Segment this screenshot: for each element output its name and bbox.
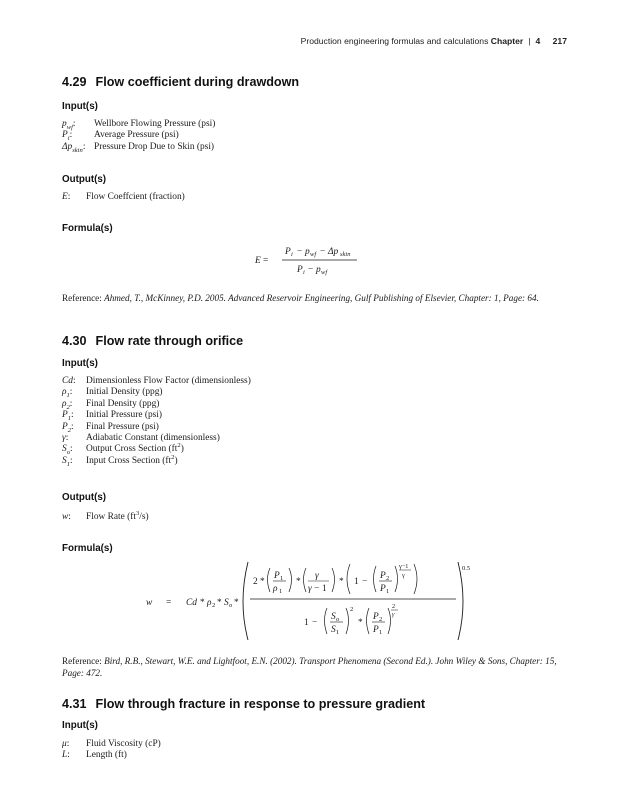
svg-text:skin: skin bbox=[340, 251, 351, 258]
inputs-heading: Input(s) bbox=[62, 720, 98, 731]
svg-text:P: P bbox=[373, 625, 379, 635]
svg-text:1: 1 bbox=[386, 588, 390, 595]
formula-flow-coefficient bbox=[252, 240, 372, 280]
svg-text:S: S bbox=[224, 598, 229, 608]
variable-row bbox=[62, 433, 251, 444]
inputs-heading: Input(s) bbox=[62, 358, 98, 369]
svg-text:ρ: ρ bbox=[207, 598, 212, 608]
variable-row bbox=[62, 376, 251, 387]
svg-text:o: o bbox=[229, 602, 233, 609]
variable-symbol: γ: bbox=[62, 433, 69, 444]
svg-text:P: P bbox=[380, 571, 386, 581]
svg-text:*: * bbox=[217, 598, 222, 608]
formula-heading: Formula(s) bbox=[62, 543, 113, 554]
variable-symbol: $P_i$: bbox=[62, 130, 73, 143]
variable-symbol: E: bbox=[62, 192, 71, 202]
variable-description: Adiabatic Constant (dimensionless) bbox=[86, 433, 220, 444]
variable-row bbox=[62, 142, 215, 153]
variable-description: Dimensionless Flow Factor (dimensionless) bbox=[86, 376, 251, 386]
svg-text:−: − bbox=[314, 584, 320, 594]
svg-text:1: 1 bbox=[304, 618, 309, 628]
variable-row bbox=[62, 422, 251, 433]
variable-symbol: μ: bbox=[62, 739, 70, 749]
svg-text:γ: γ bbox=[315, 571, 319, 581]
inputs-list bbox=[62, 376, 251, 467]
svg-text:i: i bbox=[291, 251, 293, 258]
variable-symbol: $\rho_2$: bbox=[62, 398, 73, 411]
svg-text:wf: wf bbox=[321, 269, 328, 276]
outputs-heading: Output(s) bbox=[62, 174, 107, 185]
formula-heading: Formula(s) bbox=[62, 223, 113, 234]
formula-eq: = bbox=[263, 256, 269, 266]
svg-text:w: w bbox=[146, 598, 153, 608]
variable-description: Wellbore Flowing Pressure (psi) bbox=[94, 119, 216, 129]
svg-text:P: P bbox=[274, 571, 280, 581]
svg-text:2: 2 bbox=[350, 606, 354, 613]
svg-text:o: o bbox=[336, 616, 340, 623]
svg-text:*: * bbox=[358, 618, 363, 628]
variable-description: Final Pressure (psi) bbox=[86, 421, 159, 432]
variable-row bbox=[62, 750, 161, 761]
svg-text:p: p bbox=[316, 265, 321, 275]
section-title: 4.31 Flow through fracture in response to pressure gradient bbox=[62, 697, 426, 711]
svg-text:*: * bbox=[260, 577, 265, 587]
svg-text:2: 2 bbox=[212, 602, 216, 609]
svg-text:γ−1: γ−1 bbox=[399, 563, 409, 570]
svg-text:1: 1 bbox=[322, 584, 327, 594]
variable-description: Output Cross Section $(ft^2)$ bbox=[86, 442, 184, 455]
svg-text:S: S bbox=[331, 612, 336, 622]
svg-text:*: * bbox=[234, 598, 239, 608]
formula-orifice-flow-rate bbox=[146, 558, 476, 642]
svg-text:wf: wf bbox=[310, 251, 317, 258]
variable-description: Average Pressure (psi) bbox=[94, 130, 179, 141]
section-title: 4.29 Flow coefficient during drawdown bbox=[62, 75, 300, 89]
variable-symbol: $\rho_1$: bbox=[62, 387, 73, 400]
variable-description: Pressure Drop Due to Skin (psi) bbox=[94, 141, 215, 152]
svg-text:P: P bbox=[373, 612, 379, 622]
variable-description: Fluid Viscosity (cP) bbox=[86, 739, 161, 749]
reference-4-30: Reference: Bird, R.B., Stewart, W.E. and Lightfoot, E.N. (2002). Transport Phenomena (Second Ed.). John Wiley & Sons, Chapter: 15, Page: 472. bbox=[62, 656, 557, 679]
inputs-list bbox=[62, 739, 161, 762]
variable-row bbox=[62, 387, 251, 398]
svg-text:Δp: Δp bbox=[328, 247, 339, 257]
svg-text:*: * bbox=[296, 577, 301, 587]
svg-text:γ: γ bbox=[308, 584, 312, 594]
variable-symbol: $p_{wf}$: bbox=[62, 119, 76, 131]
formula-lhs: E bbox=[255, 256, 261, 266]
running-head-title: Production engineering formulas and calculations bbox=[300, 36, 489, 46]
svg-text:2: 2 bbox=[392, 603, 396, 610]
variable-symbol: Cd: bbox=[62, 376, 76, 386]
variable-description: Input Cross Section $(ft^2)$ bbox=[86, 453, 178, 466]
variable-row bbox=[62, 739, 161, 750]
variable-symbol: $P_1$: bbox=[62, 410, 74, 423]
outputs-list bbox=[62, 192, 185, 203]
svg-text:i: i bbox=[303, 269, 305, 276]
svg-text:−: − bbox=[312, 618, 318, 628]
variable-description: Flow Coeffcient (fraction) bbox=[86, 192, 185, 202]
svg-text:2: 2 bbox=[253, 577, 258, 587]
variable-row bbox=[62, 453, 251, 468]
section-title: 4.30 Flow rate through orifice bbox=[62, 334, 244, 348]
variable-row bbox=[62, 444, 251, 455]
variable-row bbox=[62, 130, 215, 141]
svg-text:=: = bbox=[166, 598, 172, 608]
svg-text:P: P bbox=[285, 247, 291, 257]
svg-text:ρ: ρ bbox=[273, 584, 278, 594]
svg-text:−: − bbox=[308, 265, 314, 275]
running-head-chapter-num: 4 bbox=[535, 36, 541, 46]
variable-symbol: L: bbox=[62, 750, 70, 761]
outputs-heading: Output(s) bbox=[62, 492, 107, 503]
svg-text:−: − bbox=[320, 247, 326, 257]
svg-text:2: 2 bbox=[386, 575, 390, 582]
running-head-chapter: Chapter bbox=[490, 36, 524, 46]
svg-text:1: 1 bbox=[379, 629, 383, 636]
variable-row bbox=[62, 410, 251, 421]
svg-text:0.5: 0.5 bbox=[462, 565, 471, 572]
reference-4-29: Reference: Ahmed, T., McKinney, P.D. 2005. Advanced Reservoir Engineering, Gulf Publishing of Elsevier, Chapter: 1, Page: 64. bbox=[62, 293, 539, 303]
svg-text:P: P bbox=[380, 584, 386, 594]
variable-row bbox=[62, 119, 215, 130]
inputs-heading: Input(s) bbox=[62, 101, 98, 112]
svg-text:p: p bbox=[305, 247, 310, 257]
svg-text:1: 1 bbox=[336, 629, 340, 636]
svg-text:P: P bbox=[297, 265, 303, 275]
svg-text:S: S bbox=[331, 625, 336, 635]
svg-text:*: * bbox=[339, 577, 344, 587]
variable-row bbox=[62, 399, 251, 410]
variable-description: Length (ft) bbox=[86, 750, 127, 761]
variable-description: Flow Rate $(ft^3/s)$ bbox=[86, 509, 149, 522]
svg-text:1: 1 bbox=[280, 575, 284, 582]
svg-text:*: * bbox=[200, 598, 205, 608]
variable-symbol: $S_o$: bbox=[62, 444, 73, 457]
svg-text:−: − bbox=[297, 247, 303, 257]
page-number: 217 bbox=[552, 36, 567, 46]
outputs-list bbox=[62, 509, 149, 523]
svg-text:1: 1 bbox=[279, 588, 283, 595]
svg-text:2: 2 bbox=[379, 616, 383, 623]
running-head: Production engineering formulas and calculations Chapter | 4 217 bbox=[300, 36, 567, 46]
variable-row bbox=[62, 192, 185, 203]
variable-description: Initial Pressure (psi) bbox=[86, 410, 163, 421]
variable-description: Final Density (ppg) bbox=[86, 398, 160, 409]
svg-text:γ: γ bbox=[392, 611, 395, 618]
svg-text:1: 1 bbox=[354, 577, 359, 587]
variable-symbol: w: bbox=[62, 512, 71, 522]
inputs-list bbox=[62, 119, 215, 153]
svg-text:γ: γ bbox=[402, 572, 405, 579]
svg-text:−: − bbox=[362, 577, 368, 587]
variable-row bbox=[62, 509, 149, 523]
variable-symbol: $P_2$: bbox=[62, 421, 74, 434]
variable-symbol: $\Delta p_{skin}$: bbox=[62, 141, 86, 154]
variable-symbol: $S_1$: bbox=[62, 455, 73, 468]
variable-description: Initial Density (ppg) bbox=[86, 387, 163, 398]
svg-text:Cd: Cd bbox=[186, 598, 197, 608]
